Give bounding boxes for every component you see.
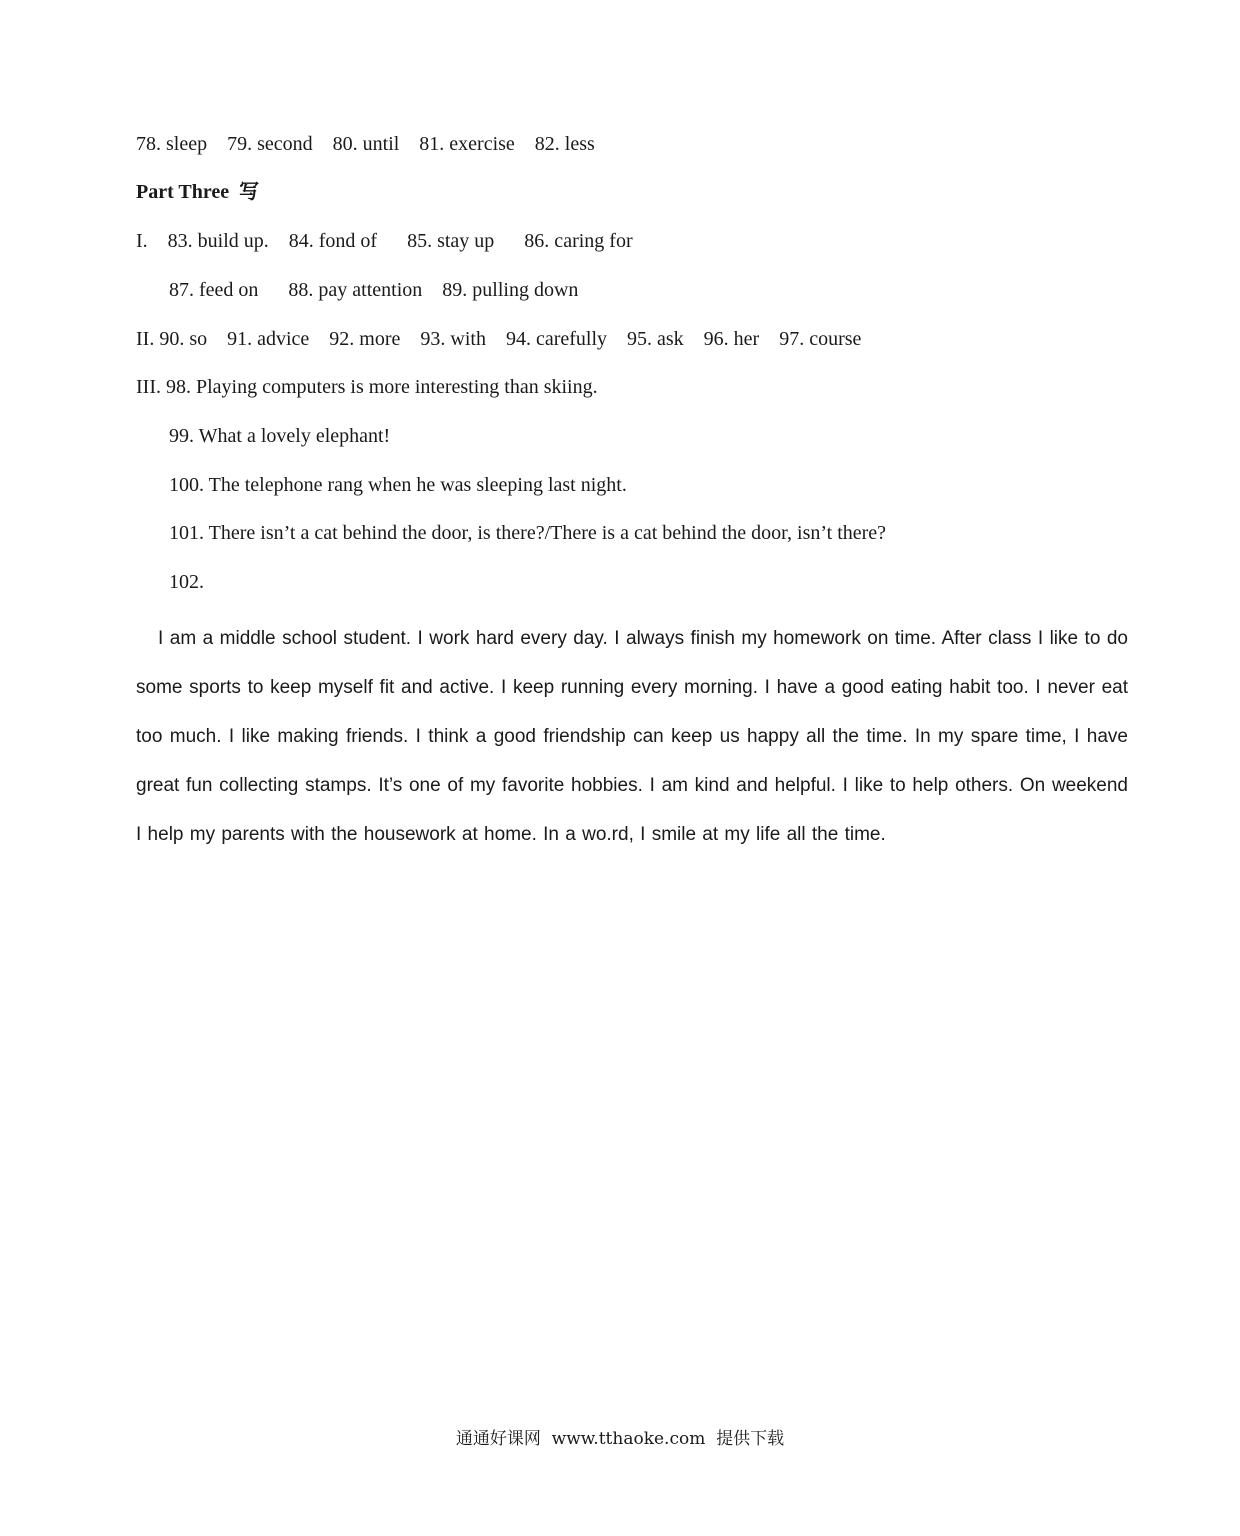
section-1-line-1: I. 83. build up. 84. fond of 85. stay up 86. caring for [136,230,633,252]
section-3-line-100: 100. The telephone rang when he was sleeping last night. [169,474,627,496]
answer-line-78-82: 78. sleep 79. second 80. until 81. exercise 82. less [136,133,595,155]
section-3-line-102: 102. [169,571,204,593]
footer-watermark: 通通好课网 www.tthaoke.com 提供下载 [455,1429,785,1449]
part-three-heading: Part Three 写 [136,181,260,203]
section-3-line-98: III. 98. Playing computers is more interesting than skiing. [136,376,598,398]
section-3-line-101: 101. There isn’t a cat behind the door, is there?/There is a cat behind the door, isn’t there? [169,522,887,544]
essay-paragraph: I am a middle school student. I work hard every day. I always finish my homework on time. After class I like to do some sports to keep myself fit and active. I keep running every morning. I have a good eating habit too. I never eat too much. I like making friends. I think a good friendship can keep us happy all the time. In my spare time, I have great fun collecting stamps. It’s one of my favorite hobbies. I am kind and helpful. I like to help others. On weekend I help my parents with the housework at home. In a wo.rd, I smile at my life all the time. [136,628,1128,845]
section-2-line-1: II. 90. so 91. advice 92. more 93. with 94. carefully 95. ask 96. her 97. course [136,328,862,350]
section-1-line-2: 87. feed on 88. pay attention 89. pulling down [169,279,579,301]
section-3-line-99: 99. What a lovely elephant! [169,425,391,447]
